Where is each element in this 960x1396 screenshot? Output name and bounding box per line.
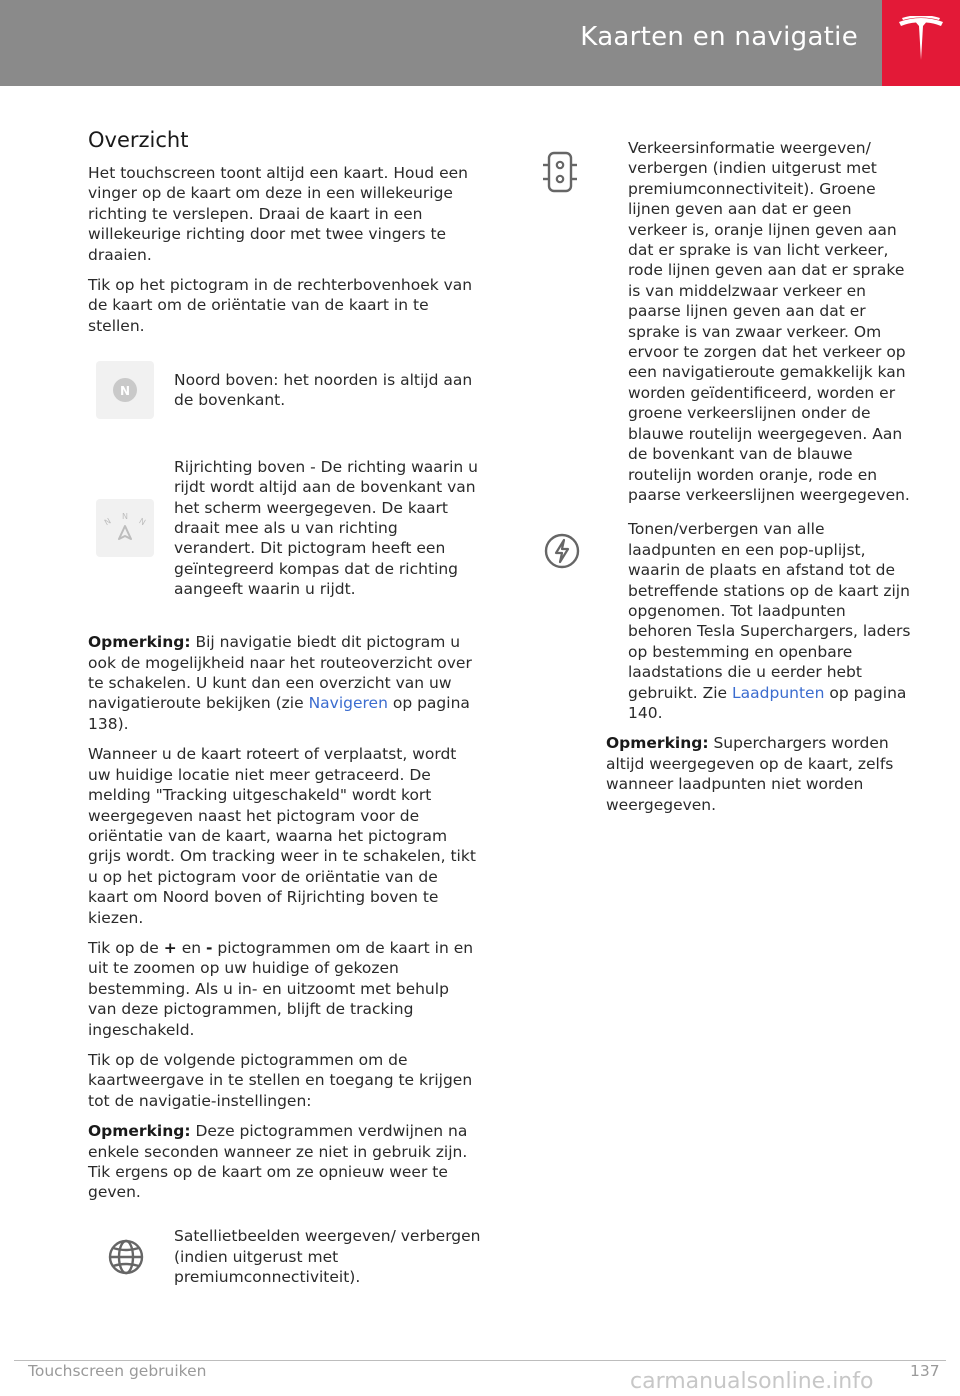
paragraph-tracking: Wanneer u de kaart roteert of verplaatst, wordt uw huidige locatie niet meer getraceerd. De melding "Tracking uitgeschakeld" wordt kort weergegeven naast het pictogram voor de oriëntatie van de kaart, waarna het pictogram grijs wordt. Om tracking weer in te schakelen, tikt u op het pictogram voor de oriëntatie van de kaart om Noord boven of Rijrichting boven te kiezen.: [88, 745, 476, 927]
charging-row: [542, 519, 914, 723]
compass-letter-left: N: [102, 516, 113, 528]
lightning-bolt-icon: [542, 531, 582, 571]
page-header: [0, 0, 960, 86]
heading-up-row: [88, 438, 482, 618]
watermark: carmanualsonline.info: [630, 1369, 874, 1394]
minus-symbol: -: [205, 938, 213, 957]
paragraph-overview: Het touchscreen toont altijd een kaart. Houd een vinger op de kaart om deze in een willekeurige richting te verslepen. Draai de kaart in een willekeurige richting door met twee vingers te draaien.: [88, 164, 468, 264]
satellite-description: Satellietbeelden weergeven/ verbergen (indien uitgerust met premiumconnectiviteit).: [174, 1227, 481, 1287]
tesla-logo-icon: [896, 16, 946, 68]
compass-letter-right: N: [137, 516, 148, 528]
north-up-description: Noord boven: het noorden is altijd aan de bovenkant.: [174, 370, 473, 410]
plus-symbol: +: [163, 938, 177, 957]
note-label: Opmerking:: [88, 1122, 191, 1141]
note-icons-disappear: Opmerking: Deze pictogrammen verdwijnen na enkele seconden wanneer ze niet in gebruik zijn. Tik ergens op de kaart om ze opnieuw weer te geven.: [88, 1122, 468, 1202]
tesla-logo-box: [882, 0, 960, 86]
north-letter: N: [119, 384, 131, 399]
charging-description: Tonen/verbergen van alle laadpunten en een pop-uplijst, waarin de plaats en afstand tot de betreffende stations op de kaart zijn opgenomen. Tot laadpunten behoren Tesla Superchargers, laders op bestemming en openbare laadstations die u eerder hebt gebruikt. Zie Laadpunten op pagina 140.: [628, 520, 911, 722]
link-laadpunten[interactable]: Laadpunten: [732, 683, 825, 702]
traffic-description: Verkeersinformatie weergeven/ verbergen (indien uitgerust met premiumconnectiviteit). Groene lijnen geven aan dat er geen verkeer is, oranje lijnen geven aan dat er sprake is van licht verkeer, rode lijnen geven aan dat er sprake is van middelzwaar verkeer en paarse lijnen geven aan dat er sprake is van zwaar verkeer. Om ervoor te zorgen dat het verkeer op een navigatieroute gemakkelijk kan worden geïdentificeerd, worden er groene verkeerslijnen onder de blauwe routelijn weergegeven. Aan de bovenkant van de blauwe routelijn worden oranje, rode en paarse verkeerslijnen weergegeven.: [628, 139, 910, 504]
note-superchargers: Opmerking: Superchargers worden altijd weergegeven op de kaart, zelfs wanneer laadpunten niet worden weergegeven.: [606, 734, 894, 814]
chapter-title: Kaarten en navigatie: [580, 22, 858, 52]
globe-icon: [106, 1237, 146, 1277]
paragraph-orientation: Tik op het pictogram in de rechterbovenhoek van de kaart om de oriëntatie van de kaart in te stellen.: [88, 276, 473, 335]
heading-up-icon: [96, 499, 154, 557]
right-column: [542, 138, 914, 825]
footer-section: Touchscreen gebruiken: [28, 1362, 207, 1380]
note-label: Opmerking:: [88, 633, 191, 652]
satellite-row: [88, 1217, 482, 1297]
section-heading: Overzicht: [88, 128, 189, 152]
note-route-overview: Opmerking: Bij navigatie biedt dit pictogram u ook de mogelijkheid naar het routeoverzicht over te schakelen. U kunt dan een overzicht van uw navigatieroute bekijken (zie Navigeren op pagina 138).: [88, 633, 472, 733]
left-column: [88, 128, 482, 1297]
traffic-light-icon: [542, 150, 578, 194]
paragraph-icons-intro: Tik op de volgende pictogrammen om de kaartweergave in te stellen en toegang te krijgen tot de navigatie-instellingen:: [88, 1050, 473, 1110]
footer-divider: [14, 1360, 946, 1361]
north-up-row: [88, 350, 482, 430]
page-number: 137: [910, 1362, 940, 1380]
north-up-icon: [96, 361, 154, 419]
compass-letter-top: N: [122, 512, 128, 522]
link-navigeren[interactable]: Navigeren: [308, 694, 388, 713]
heading-up-description: Rijrichting boven - De richting waarin u rijdt wordt altijd aan de bovenkant van het scherm weergegeven. De kaart draait mee als u van richting verandert. Dit pictogram heeft een geïntegreerd kompas dat de richting aangeeft waarin u rijdt.: [174, 457, 479, 599]
traffic-row: [542, 138, 914, 505]
note-label: Opmerking:: [606, 734, 709, 753]
paragraph-zoom: Tik op de + en - pictogrammen om de kaart in en uit te zoomen op uw huidige of gekozen bestemming. Als u in- en uitzoomt met behulp van deze pictogrammen, blijft de tracking ingeschakeld.: [88, 938, 474, 1039]
